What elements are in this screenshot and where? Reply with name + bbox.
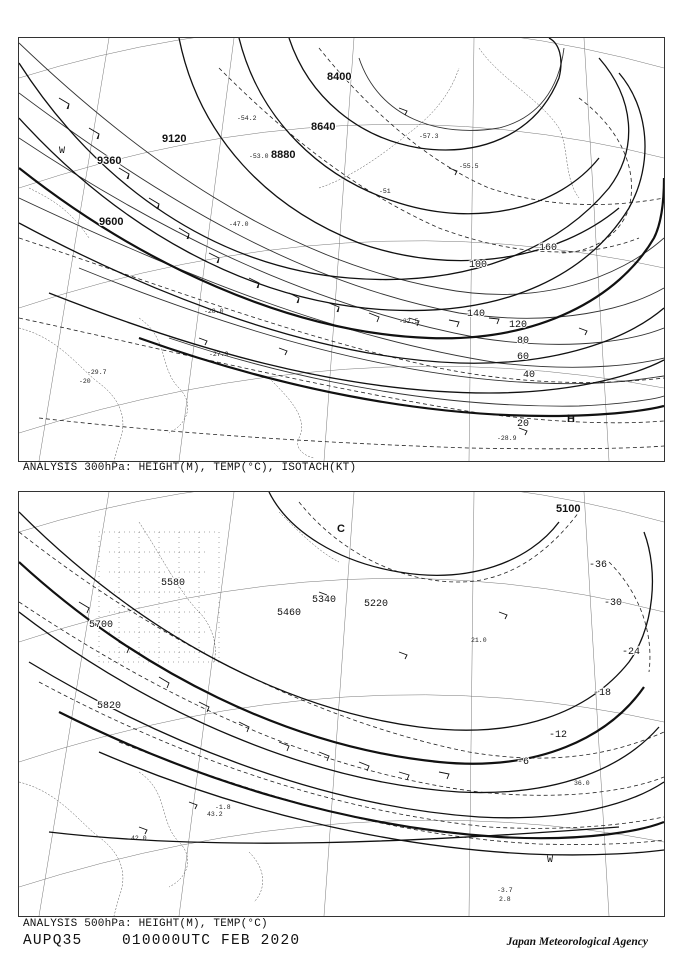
height-label: 9360 xyxy=(97,155,122,167)
graticule xyxy=(19,38,664,461)
caption-300hpa: ANALYSIS 300hPa: HEIGHT(M), TEMP(°C), ISOTACH(KT) xyxy=(23,462,357,474)
temperature-label: -20 xyxy=(79,378,91,385)
isotach-label: 20 xyxy=(517,419,530,430)
isotach-label: 80 xyxy=(517,336,530,347)
height-label: 5580 xyxy=(161,578,186,589)
height-label: 5100 xyxy=(556,503,581,515)
temperature-label: -51 xyxy=(379,188,391,195)
temperature-label: -6 xyxy=(517,757,530,768)
temperature-label: -47.0 xyxy=(229,221,249,228)
height-labels xyxy=(97,71,351,228)
temperature-label: -24 xyxy=(622,647,641,658)
height-label: 5820 xyxy=(97,701,122,712)
isotach-label: 100 xyxy=(469,260,488,271)
chart-300hpa-canvas xyxy=(19,38,664,461)
station-value: 36.0 xyxy=(574,780,590,787)
temperature-label: -36 xyxy=(589,560,608,571)
temperature-label: -30 xyxy=(604,598,623,609)
isotach-label: 160 xyxy=(539,243,558,254)
temperature-labels xyxy=(79,115,517,442)
height-labels xyxy=(89,503,580,712)
temperature-label: -18 xyxy=(593,688,612,699)
temperature-label: -3.7 xyxy=(497,887,513,894)
isotach-label: 40 xyxy=(523,370,536,381)
height-label: 9120 xyxy=(162,133,187,145)
temperature-label: -53.0 xyxy=(249,153,269,160)
temperature-label: -12 xyxy=(549,730,568,741)
caption-500hpa: ANALYSIS 500hPa: HEIGHT(M), TEMP(°C) xyxy=(23,918,268,930)
chart-300hpa xyxy=(18,37,665,462)
chart-500hpa-canvas xyxy=(19,492,664,916)
height-label: 5700 xyxy=(89,620,114,631)
height-label: 5340 xyxy=(312,595,337,606)
height-label: 8640 xyxy=(311,121,336,133)
station-value: 42.0 xyxy=(131,835,147,842)
station-value: 21.0 xyxy=(471,637,487,644)
height-label: 8880 xyxy=(271,149,296,161)
temperature-label: -29.7 xyxy=(87,369,107,376)
warm-center: W xyxy=(547,855,554,866)
station-values xyxy=(131,637,590,903)
temperature-label: -32.5 xyxy=(399,318,419,325)
product-header xyxy=(23,933,300,949)
height-label: 5220 xyxy=(364,599,389,610)
temperature-label: -54.2 xyxy=(237,115,257,122)
chart-500hpa xyxy=(18,491,665,917)
high-pressure-center: H xyxy=(567,413,575,425)
product-code: AUPQ35 xyxy=(23,933,83,949)
temperature-label: -28.9 xyxy=(497,435,517,442)
isotach-label: 60 xyxy=(517,352,530,363)
height-label: 8400 xyxy=(327,71,352,83)
temperature-label: -28.0 xyxy=(204,308,224,315)
coastlines xyxy=(19,48,579,461)
height-contours xyxy=(19,492,664,855)
agency-name: Japan Meteorological Agency xyxy=(506,936,648,948)
temperature-label: -57.3 xyxy=(419,133,439,140)
temperature-label: -55.5 xyxy=(459,163,479,170)
station-value: 2.8 xyxy=(499,896,511,903)
height-label: 5460 xyxy=(277,608,302,619)
temperature-label: -27.9 xyxy=(209,351,229,358)
cold-center: C xyxy=(337,523,345,535)
isotherm-lines xyxy=(19,48,664,449)
wind-marker: W xyxy=(59,146,66,157)
isotach-label: 120 xyxy=(509,320,528,331)
height-label: 9600 xyxy=(99,216,124,228)
temperature-label: -1.8 xyxy=(215,804,231,811)
station-value: 43.2 xyxy=(207,811,223,818)
isotach-label: 140 xyxy=(467,309,486,320)
wind-barbs xyxy=(79,592,507,834)
isotherm-lines xyxy=(19,502,664,845)
valid-time: 010000UTC FEB 2020 xyxy=(122,933,301,949)
